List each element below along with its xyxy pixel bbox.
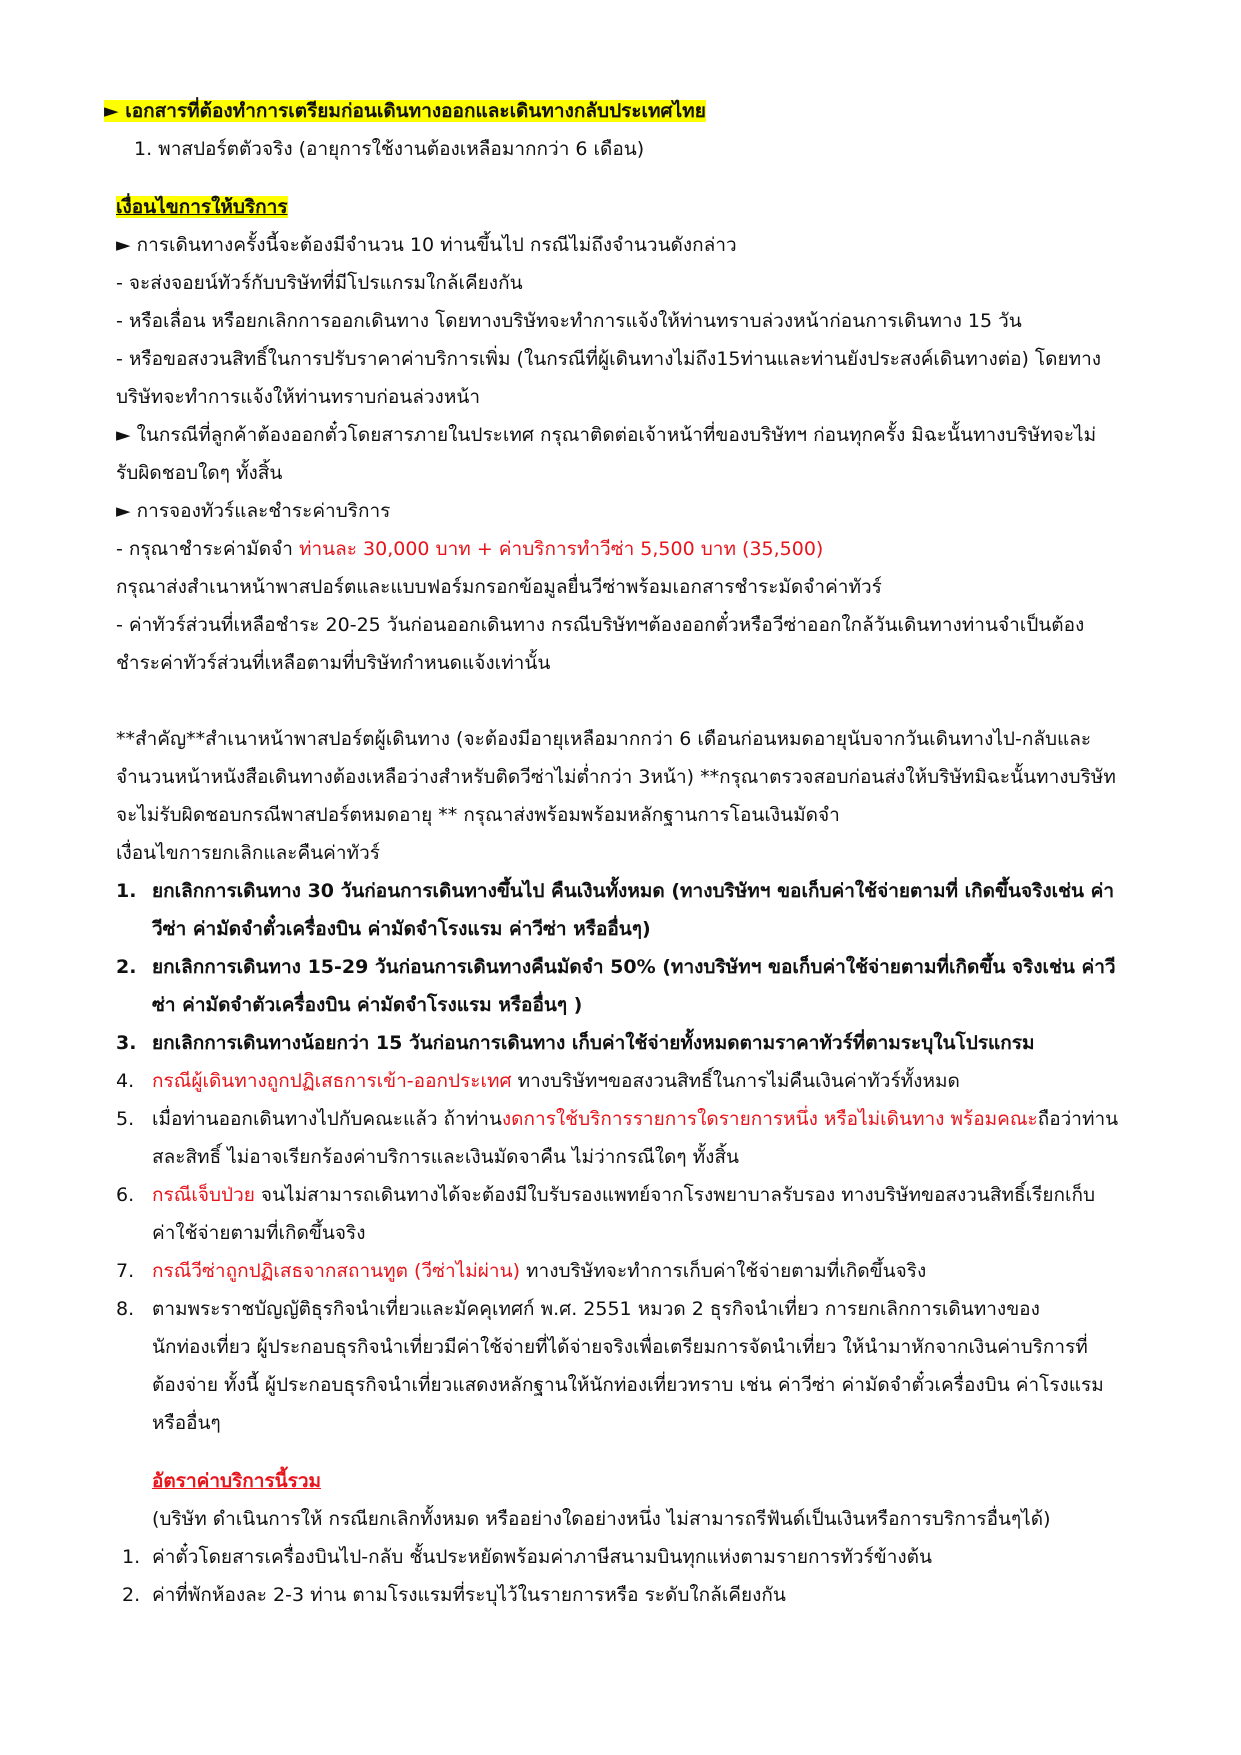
- cancel-item-text: นักท่องเที่ยว ผู้ประกอบธุรกิจนำเที่ยวมีค่าใช้จ่ายที่ได้จ่ายจริงเพื่อเตรียมการจัดนำเที่ยว ให้นำมาหักจากเงินค่าบริการที่: [152, 1336, 1088, 1358]
- cancel-item-rest: ทางบริษัทฯขอสงวนสิทธิ์ในการไม่คืนเงินค่าทัวร์ทั้งหมด: [511, 1070, 960, 1092]
- cancel-item-text: ยกเลิกการเดินทาง 15-29 วันก่อนการเดินทางคืนมัดจำ 50% (ทางบริษัทฯ ขอเก็บค่าใช้จ่ายตามที่เกิดขึ้น จริงเช่น ค่าวี: [152, 956, 1116, 978]
- spacer: [104, 168, 1171, 188]
- condition-line: ► การเดินทางครั้งนี้จะต้องมีจำนวน 10 ท่านขึ้นไป กรณีไม่ถึงจำนวนดังกล่าว: [116, 234, 737, 256]
- cancel-item-text: ค่าใช้จ่ายตามที่เกิดขึ้นจริง: [152, 1222, 366, 1244]
- cancel-item-5: [104, 1100, 1171, 1176]
- cancel-item-text: [152, 1176, 1171, 1214]
- condition-line: - ค่าทัวร์ส่วนที่เหลือชำระ 20-25 วันก่อนออกเดินทาง กรณีบริษัทฯต้องออกตั๋วหรือวีซ่าออกใกล้วันเดินทางท่านจำเป็นต้อง: [116, 614, 1085, 636]
- heading: [104, 92, 1171, 130]
- cancel-item-rest: จนไม่สามารถเดินทางได้จะต้องมีใบรับรองแพทย์จากโรงพยาบาลรับรอง ทางบริษัทขอสงวนสิทธิ์เรียกเก็บ: [254, 1184, 1096, 1206]
- cancel-item-number: 7.: [116, 1260, 135, 1282]
- cancel-item-text: ยกเลิกการเดินทางน้อยกว่า 15 วันก่อนการเดินทาง เก็บค่าใช้จ่ายทั้งหมดตามราคาทัวร์ที่ตามระบุในโปรแกรม: [152, 1032, 1035, 1054]
- condition-line: ► ในกรณีที่ลูกค้าต้องออกตั๋วโดยสารภายในประเทศ กรุณาติดต่อเจ้าหน้าที่ของบริษัทฯ ก่อนทุกครั้ง มิฉะนั้นทางบริษัทจะไม่: [116, 424, 1097, 446]
- cancel-item-number: 5.: [116, 1108, 135, 1130]
- cancel-item-text: หรืออื่นๆ: [152, 1412, 221, 1434]
- cancel-item-3: [104, 1024, 1171, 1062]
- important-line: จะไม่รับผิดชอบกรณีพาสปอร์ตหมดอายุ ** กรุณาส่งพร้อมพร้อมหลักฐานการโอนเงินมัดจำ: [116, 804, 840, 826]
- condition-line: - หรือขอสงวนสิทธิ์ในการปรับราคาค่าบริการเพิ่ม (ในกรณีที่ผู้เดินทางไม่ถึง15ท่านและท่านยังประสงค์เดินทางต่อ) โดยทาง: [116, 348, 1102, 370]
- rates-item-1: [104, 1538, 1171, 1576]
- rates-title-row: [104, 1462, 1171, 1500]
- important-line: จำนวนหน้าหนังสือเดินทางต้องเหลือว่างสำหรับติดวีซ่าไม่ต่ำกว่า 3หน้า) **กรุณาตรวจสอบก่อนส่งให้บริษัทมิฉะนั้นทางบริษัท: [116, 766, 1116, 788]
- cancel-item-4: [104, 1062, 1171, 1100]
- condition-line: กรุณาส่งสำเนาหน้าพาสปอร์ตและแบบฟอร์มกรอกข้อมูลยื่นวีซ่าพร้อมเอกสารชำระมัดจำค่าทัวร์: [116, 576, 882, 598]
- cancel-item-7: [104, 1252, 1171, 1290]
- spacer: [104, 1442, 1171, 1462]
- cancel-item-text: ต้องจ่าย ทั้งนี้ ผู้ประกอบธุรกิจนำเที่ยวแสดงหลักฐานให้นักท่องเที่ยวทราบ เช่น ค่าวีซ่า ค่ามัดจำตั๋วเครื่องบิน ค่าโรงแรม: [152, 1374, 1104, 1396]
- heading-marker: ►: [104, 100, 119, 122]
- cancel-item-text: [152, 1100, 1171, 1138]
- cancel-item-number: 2.: [116, 956, 137, 978]
- cancel-item-number: 1.: [116, 880, 137, 902]
- rates-item-text: ค่าที่พักห้องละ 2-3 ท่าน ตามโรงแรมที่ระบุไว้ในรายการหรือ ระดับใกล้เคียงกัน: [152, 1584, 786, 1606]
- cancel-item-text: ตามพระราชบัญญัติธุรกิจนำเที่ยวและมัคคุเทศก์ พ.ศ. 2551 หมวด 2 ธุรกิจนำเที่ยว การยกเลิกการเดินทางของ: [152, 1298, 1040, 1320]
- cancel-item-text: สละสิทธิ์ ไม่อาจเรียกร้องค่าบริการและเงินมัดจาคืน ไม่ว่ากรณีใดๆ ทั้งสิ้น: [152, 1146, 740, 1168]
- cancel-item-2: [104, 948, 1171, 1024]
- cancel-item-red: กรณีผู้เดินทางถูกปฏิเสธการเข้า-ออกประเทศ: [152, 1070, 512, 1092]
- cancel-item-pre: เมื่อท่านออกเดินทางไปกับคณะแล้ว ถ้าท่าน: [152, 1108, 502, 1130]
- cancel-item-text: ยกเลิกการเดินทาง 30 วันก่อนการเดินทางขึ้นไป คืนเงินทั้งหมด (ทางบริษัทฯ ขอเก็บค่าใช้จ่ายตามที่ เกิดขึ้นจริงเช่น ค่า: [152, 880, 1114, 902]
- cancel-item-text: [152, 1062, 1171, 1100]
- condition-line: บริษัทจะทำการแจ้งให้ท่านทราบก่อนล่วงหน้า: [116, 386, 480, 408]
- cancel-item-number: 8.: [116, 1298, 135, 1320]
- cancel-item-1: [104, 872, 1171, 948]
- cancel-item-text: ซ่า ค่ามัดจำตัวเครื่องบิน ค่ามัดจำโรงแรม หรืออื่นๆ ): [152, 994, 583, 1016]
- rates-item-text: ค่าตั๋วโดยสารเครื่องบินไป-กลับ ชั้นประหยัดพร้อมค่าภาษีสนามบินทุกแห่งตามรายการทัวร์ข้างต้น: [152, 1546, 932, 1568]
- cancel-item-red: งดการใช้บริการรายการใดรายการหนึ่ง หรือไม่เดินทาง พร้อมคณะ: [501, 1108, 1038, 1130]
- condition-line: ► การจองทัวร์และชำระค่าบริการ: [116, 500, 391, 522]
- cancel-item-text: วีซ่า ค่ามัดจำตั๋วเครื่องบิน ค่ามัดจำโรงแรม ค่าวีซ่า หรืออื่นๆ): [152, 918, 651, 940]
- cancel-item-number: 4.: [116, 1070, 135, 1092]
- condition-line: รับผิดชอบใดๆ ทั้งสิ้น: [116, 462, 283, 484]
- important-line: **สำคัญ**สำเนาหน้าพาสปอร์ตผู้เดินทาง (จะต้องมีอายุเหลือมากกว่า 6 เดือนก่อนหมดอายุนับจากวันเดินทางไป-กลับและ: [116, 728, 1092, 750]
- conditions-title: เงื่อนไขการให้บริการ: [116, 196, 288, 218]
- deposit-amount: ท่านละ 30,000 บาท + ค่าบริการทำวีซ่า 5,500 บาท (35,500): [298, 538, 824, 560]
- cancel-item-rest: ถือว่าท่าน: [1037, 1108, 1119, 1130]
- rates-item-number: 1.: [122, 1546, 141, 1568]
- heading-highlight: [104, 100, 706, 122]
- cancel-item-6: [104, 1176, 1171, 1252]
- heading-text: เอกสารที่ต้องทำการเตรียมก่อนเดินทางออกและเดินทางกลับประเทศไทย: [125, 100, 706, 122]
- cancel-item-number: 6.: [116, 1184, 135, 1206]
- deposit-line: [104, 530, 1171, 568]
- condition-line: - หรือเลื่อน หรือยกเลิกการออกเดินทาง โดยทางบริษัทจะทำการแจ้งให้ท่านทราบล่วงหน้าก่อนการเดินทาง 15 วัน: [116, 310, 1022, 332]
- cancel-item-red: กรณีเจ็บป่วย: [152, 1184, 255, 1206]
- conditions-title-row: [104, 188, 1171, 226]
- document-item-passport: 1. พาสปอร์ตตัวจริง (อายุการใช้งานต้องเหลือมากกว่า 6 เดือน): [134, 138, 645, 160]
- rates-title: อัตราค่าบริการนี้รวม: [152, 1470, 322, 1492]
- deposit-prefix: - กรุณาชำระค่ามัดจำ: [116, 538, 299, 560]
- rates-note: (บริษัท ดำเนินการให้ กรณียกเลิกทั้งหมด หรืออย่างใดอย่างหนึ่ง ไม่สามารถรีฟันด์เป็นเงินหรือการบริการอื่นๆได้): [152, 1508, 1051, 1530]
- cancel-item-text: [152, 1252, 1171, 1290]
- rates-item-number: 2.: [122, 1584, 141, 1606]
- cancel-item-number: 3.: [116, 1032, 137, 1054]
- condition-line: - จะส่งจอยน์ทัวร์กับบริษัทที่มีโปรแกรมใกล้เคียงกัน: [116, 272, 523, 294]
- cancel-item-rest: ทางบริษัทจะทำการเก็บค่าใช้จ่ายตามที่เกิดขึ้นจริง: [519, 1260, 927, 1282]
- cancel-item-red: กรณีวีซ่าถูกปฏิเสธจากสถานทูต (วีซ่าไม่ผ่าน): [152, 1260, 520, 1282]
- cancel-item-8: [104, 1290, 1171, 1442]
- cancellation-title: เงื่อนไขการยกเลิกและคืนค่าทัวร์: [116, 842, 380, 864]
- condition-line: ชำระค่าทัวร์ส่วนที่เหลือตามที่บริษัทกำหนดแจ้งเท่านั้น: [116, 652, 551, 674]
- rates-item-2: [104, 1576, 1171, 1614]
- spacer: [104, 682, 1171, 720]
